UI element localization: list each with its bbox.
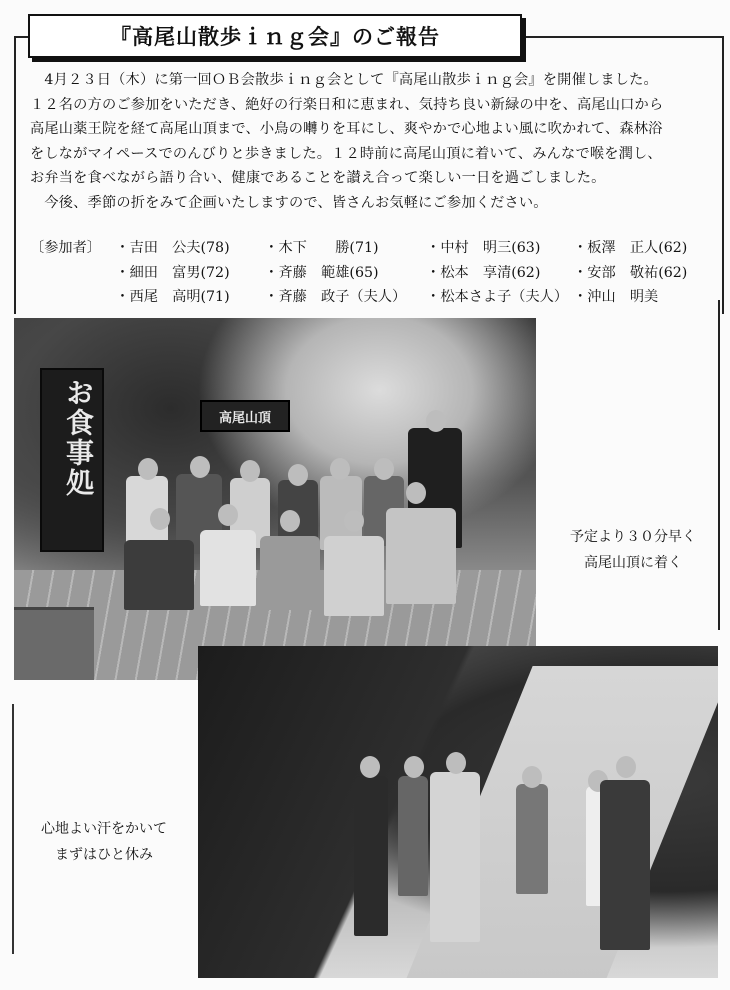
body-line: 今後、季節の折をみて企画いたしますので、皆さんお気軽にご参加ください。 [30,194,548,211]
hiker-head [330,458,350,480]
participant: ・木下 勝(71) [264,240,379,256]
body-line: 高尾山薬王院を経て高尾山頂まで、小鳥の囀りを耳にし、爽やかで心地よい風に吹かれて、森林浴 [30,121,663,137]
hiker [398,776,428,896]
hiker [430,772,480,942]
hiker [324,536,384,616]
hiker [124,540,194,610]
photo1-caption [548,524,718,576]
hiker-head [344,510,364,532]
hiker-head [426,410,446,432]
participant: ・松本 享清(62) [426,264,541,281]
caption-line: 予定より３０分早く [570,529,696,545]
body-line: １２名の方のご参加をいただき、絶好の行楽日和に恵まれ、気持ち良い新緑の中を、高尾山口から [30,96,664,113]
hiker [600,780,650,950]
participant: ・細田 富男(72) [115,264,230,281]
summit-sign-text: 高尾山頂 [218,410,271,426]
hiker-head [240,460,260,482]
participants-list [30,236,720,310]
participant: ・斉藤 範雄(65) [264,264,379,281]
caption-line: まずはひと休み [55,847,153,863]
hiker-head [522,766,542,788]
participant: ・沖山 明美 [573,289,659,305]
hiker-head [150,508,170,530]
hiker-head [280,510,300,532]
participants-row [30,261,720,286]
hiker [354,776,388,936]
summit-sign [200,400,290,432]
report-title [28,14,522,58]
hiker [516,784,548,894]
participant: ・板澤 正人(62) [573,240,688,256]
caption-line: 高尾山頂に着く [584,555,682,571]
trail-rest-photo [198,646,718,978]
participant: ・斉藤 政子（夫人） [264,289,407,305]
hiker [200,530,256,606]
hiker-head [374,458,394,480]
hiker-head [616,756,636,778]
frame-rule [718,300,720,630]
hiker-head [360,756,380,778]
participant: ・西尾 高明(71) [115,289,230,305]
hiker-head [406,482,426,504]
caption-line: 心地よい汗をかいて [41,821,167,837]
photo2-caption [14,816,194,868]
hiker-head [190,456,210,478]
participant: ・中村 明三(63) [426,240,541,256]
rock [14,607,94,680]
participants-row [30,285,720,310]
hiker-head [288,464,308,486]
hiker-head [138,458,158,480]
participant: ・松本さよ子（夫人） [426,289,569,305]
participant: ・吉田 公夫(78) [115,240,230,256]
report-body [30,68,720,215]
report-title-text: 『高尾山散歩ｉｎｇ会』のご報告 [110,24,440,49]
body-line: 4月２３日（木）に第一回ＯＢ会散歩ｉｎｇ会として『高尾山散歩ｉｎｇ会』を開催しました。 [30,72,658,88]
participants-label: 〔参加者〕 [30,240,101,256]
hiker [386,508,456,604]
participant: ・安部 敬祐(62) [573,264,688,281]
hiker-head [446,752,466,774]
participants-row [30,236,720,261]
body-line: をしながマイペースでのんびりと歩きました。１２時前に高尾山頂に着いて、みんなで喉を潤し、 [30,145,662,162]
body-line: お弁当を食べながら語り合い、健康であることを讃え合って楽しい一日を過ごしました。 [30,170,606,186]
hiker [260,536,320,610]
hiker-head [404,756,424,778]
hiker-head [218,504,238,526]
summit-group-photo [14,318,536,680]
banner-text: お食事処 [62,378,95,498]
